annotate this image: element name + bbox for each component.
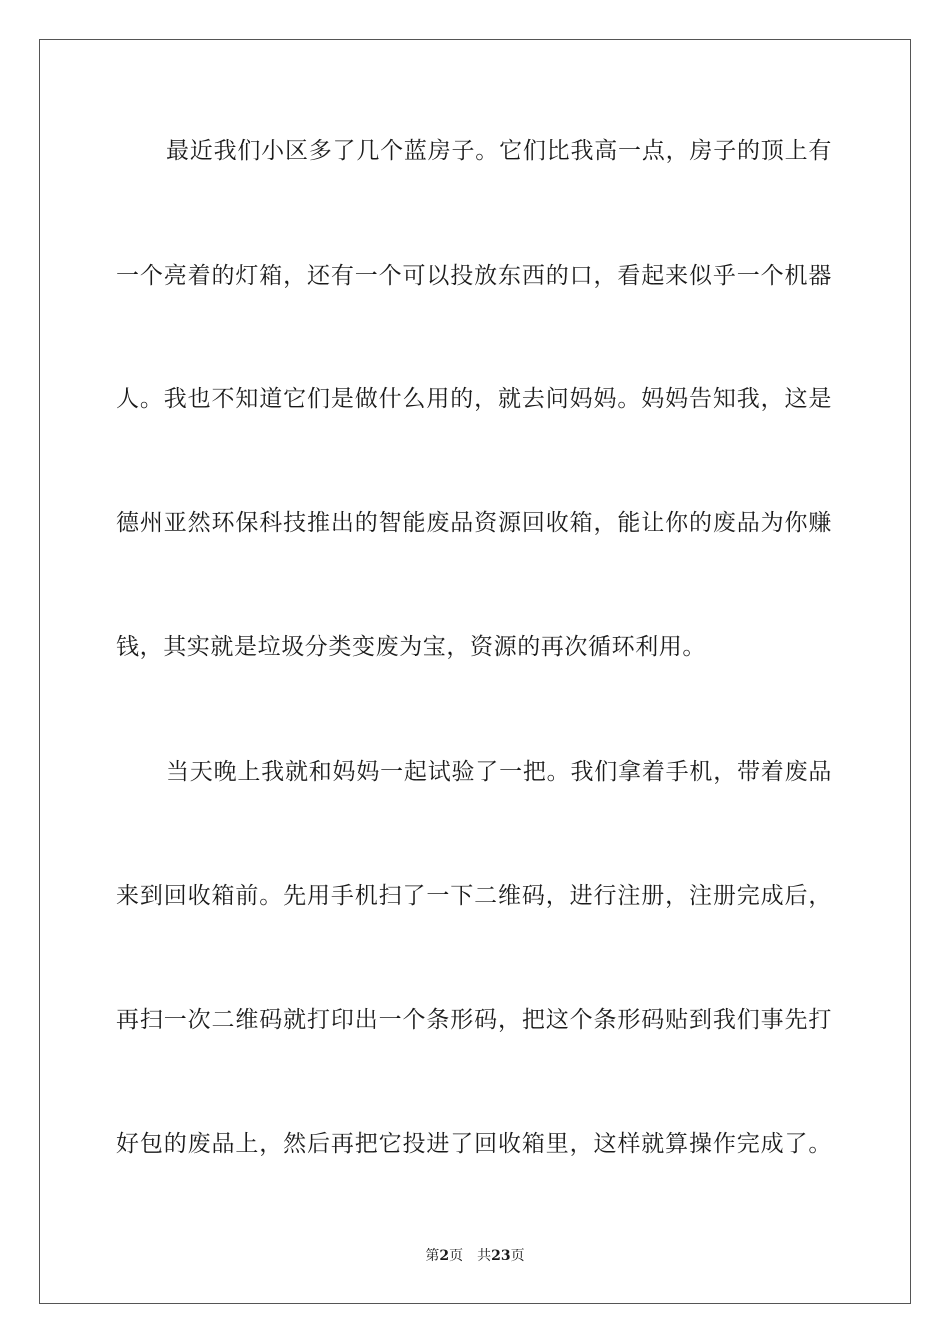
footer-page-suffix: 页 bbox=[449, 1248, 464, 1264]
text-line: 好包的废品上，然后再把它投进了回收箱里，这样就算操作完成了。 bbox=[116, 1131, 832, 1157]
text-line: 德州亚然环保科技推出的智能废品资源回收箱，能让你的废品为你赚 bbox=[116, 510, 832, 536]
text-line: 一个亮着的灯箱，还有一个可以投放东西的口，看起来似乎一个机器 bbox=[116, 263, 832, 289]
text-line: 钱，其实就是垃圾分类变废为宝，资源的再次循环利用。 bbox=[116, 634, 706, 660]
text-line: 来到回收箱前。先用手机扫了一下二维码，进行注册，注册完成后， bbox=[116, 883, 832, 909]
page-footer bbox=[0, 1247, 950, 1265]
current-page-number: 2 bbox=[439, 1248, 450, 1264]
text-line: 人。我也不知道它们是做什么用的，就去问妈妈。妈妈告知我，这是 bbox=[116, 386, 832, 412]
footer-total-prefix: 共 bbox=[477, 1248, 492, 1264]
footer-total-suffix: 页 bbox=[510, 1248, 525, 1264]
text-line: 当天晚上我就和妈妈一起试验了一把。我们拿着手机，带着废品 bbox=[166, 759, 832, 785]
footer-prefix: 第 bbox=[425, 1248, 440, 1264]
text-line: 最近我们小区多了几个蓝房子。它们比我高一点，房子的顶上有 bbox=[166, 138, 832, 164]
page-border bbox=[39, 39, 911, 1304]
total-page-number: 23 bbox=[491, 1248, 511, 1264]
text-line: 再扫一次二维码就打印出一个条形码，把这个条形码贴到我们事先打 bbox=[116, 1007, 832, 1033]
